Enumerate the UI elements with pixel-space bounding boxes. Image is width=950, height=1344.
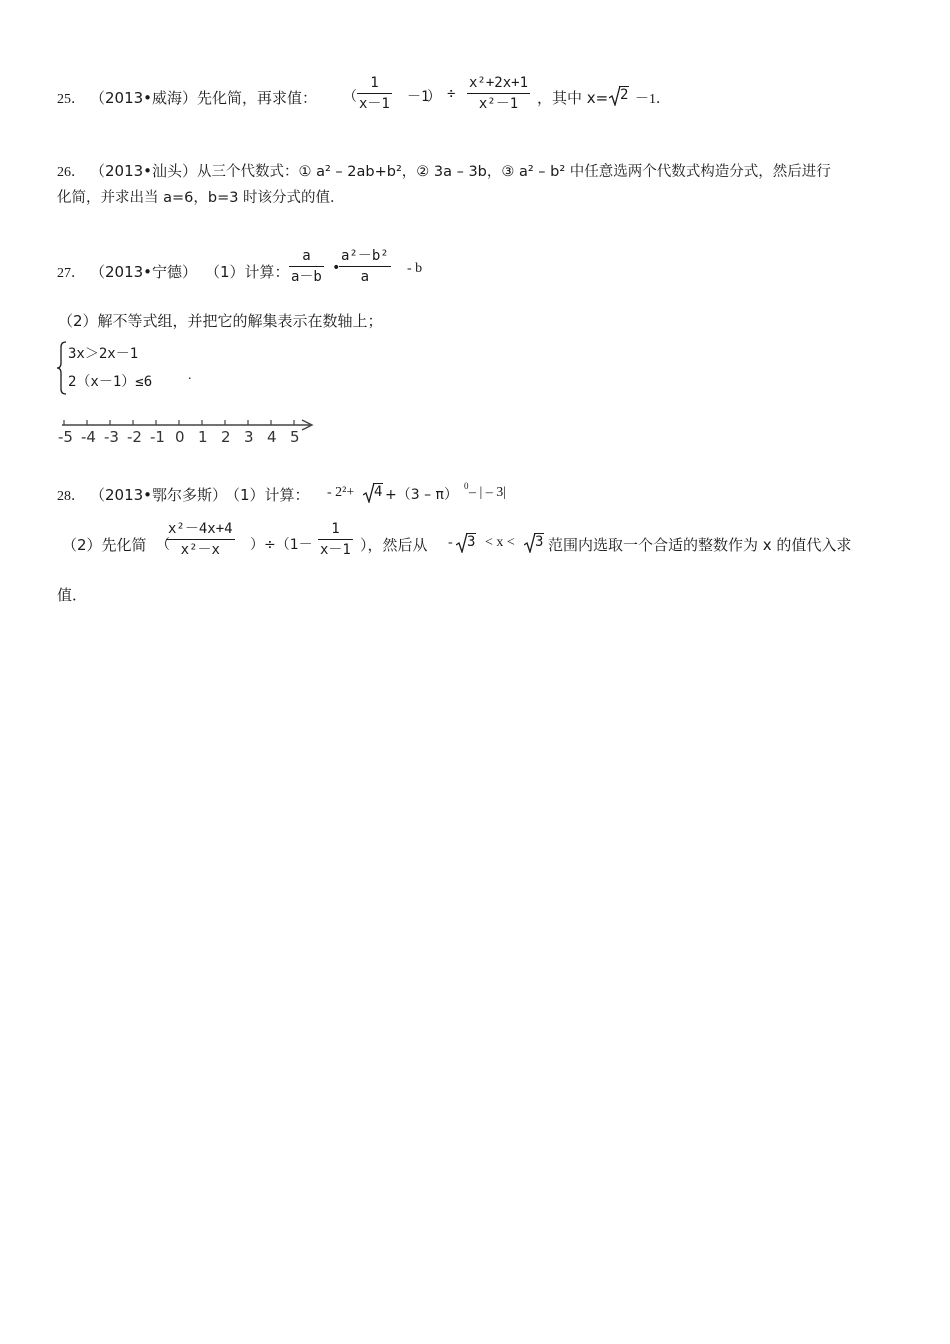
number-line [58,412,320,448]
problem-number: 27． [57,266,85,281]
problem-source: （2013•威海） [90,89,198,107]
sqrt-expression: 4 [363,483,383,501]
fraction: a a－b [291,248,322,285]
axis-label: 5 [290,428,300,446]
axis-label: -4 [81,428,96,446]
sqrt-expression: 3 [524,533,544,551]
problem-28-line3: 值． [57,586,88,604]
axis-label: 3 [244,428,254,446]
inequality-system: 3x＞2x－1 2（x－1）≤6 . [57,340,197,396]
problem-source: （2013•汕头） [90,162,198,180]
axis-label: 0 [175,428,185,446]
problem-line: 从三个代数式：① a² – 2ab+b²，② 3a – 3b，③ a² – b² 中任意选两个代数式构造分式，然后进行 [197,164,831,180]
axis-label: 1 [198,428,208,446]
axis-label: -2 [127,428,142,446]
problem-tail: ，其中 x= [537,89,609,107]
brace-icon [57,341,67,395]
problem-number: 25． [57,92,85,107]
fraction: 1 x－1 [320,521,351,558]
problem-line: 化简，并求出当 a=6，b=3 时该分式的值． [57,190,345,206]
inequality-1: 3x＞2x－1 [68,346,139,362]
problem-number: 26． [57,165,85,180]
fraction: 1 x－1 [359,75,390,112]
fraction: x²+2x+1 x²－1 [469,75,529,112]
part-label: （2）解不等式组，并把它的解集表示在数轴上； [58,312,383,330]
sqrt-expression: 2 [609,86,629,104]
problem-text: 先化简，再求值： [197,89,318,107]
axis-label: -1 [150,428,165,446]
axis-label: -3 [104,428,119,446]
part-label: （1）计算： [205,263,290,281]
problem-source: （2013•鄂尔多斯） [90,486,228,504]
fraction: a²－b² a [341,248,389,285]
inequality-2: 2（x－1）≤6 [68,374,153,390]
axis-label: 2 [221,428,231,446]
sqrt-expression: 3 [456,533,476,551]
problem-source: （2013•宁德） [90,263,198,281]
part-label: （2）先化简 [62,536,147,554]
problem-28-part2: （2）先化简 （ x²－4x+4 x²－x ）÷（1－ 1 x－1 ），然后从 - 3 < x < 3 范围内选取一个合适的整数作为 x 的值代入求 [62,521,852,558]
problem-number: 28． [57,489,85,504]
problem-tail2: －1． [635,92,670,107]
fraction: x²－4x+4 x²－x [168,521,233,558]
number-line-axis [58,412,320,432]
part-label: （1）计算： [225,486,310,504]
axis-label: -5 [58,428,73,446]
axis-label: 4 [267,428,277,446]
